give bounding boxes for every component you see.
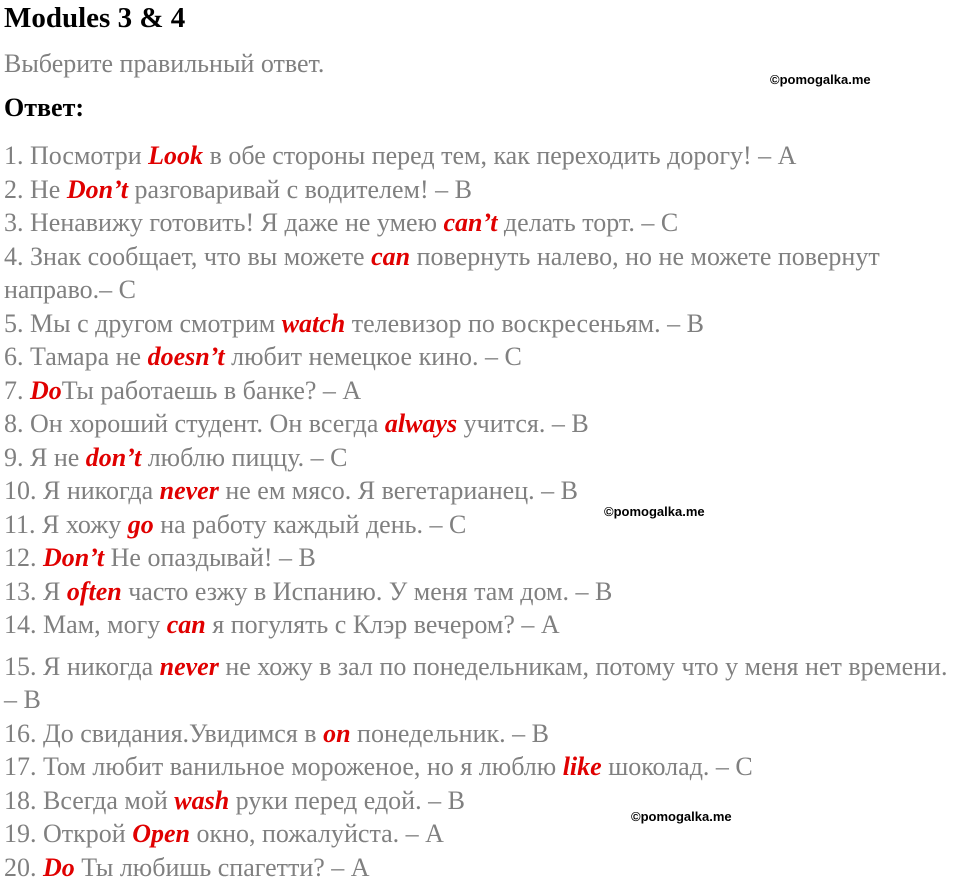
answer-keyword: always — [384, 409, 458, 438]
watermark: ©pomogalka.me — [631, 809, 732, 824]
answer-keyword: never — [159, 651, 219, 681]
answer-text-after: окно, пожалуйста. – А — [189, 819, 444, 848]
answer-item — [4, 307, 958, 341]
answer-text-after: понедельник. – В — [350, 718, 549, 748]
watermark: ©pomogalka.me — [770, 72, 871, 87]
answer-text-before: 1. Посмотри — [4, 141, 149, 170]
answer-keyword: Don’t — [43, 543, 105, 572]
answer-text-before: 16. До свидания.Увидимся в — [4, 718, 324, 748]
answer-item — [4, 575, 958, 609]
answer-keyword: wash — [174, 785, 230, 815]
answer-text-after: я погулять с Клэр вечером? – А — [205, 610, 560, 639]
answer-text-after: не хожу в зал по понедельникам, потому что у меня нет времени. – В — [4, 651, 948, 714]
answer-item — [4, 139, 958, 173]
answer-item — [4, 508, 958, 542]
answer-text-before: 9. Я не — [4, 442, 86, 472]
answer-text-before: 12. — [4, 543, 43, 572]
answer-text-before: 20. — [4, 852, 43, 882]
answer-item — [4, 474, 958, 508]
answer-keyword: Do — [30, 375, 62, 405]
answer-keyword: don’t — [85, 442, 142, 472]
answer-keyword: watch — [281, 308, 346, 338]
answer-text-after: в обе стороны перед тем, как переходить дорогу! – А — [203, 141, 797, 170]
answer-text-before: 13. Я — [4, 576, 67, 606]
answer-keyword: often — [66, 576, 122, 606]
answer-text-before: 3. Ненавижу готовить! Я даже не умею — [4, 208, 444, 237]
answer-text-after: руки перед едой. – В — [229, 785, 465, 815]
answer-item — [4, 240, 958, 307]
answer-keyword: Do — [43, 852, 75, 882]
answer-item — [4, 173, 958, 207]
answer-text-after: Ты работаешь в банке? – А — [61, 375, 362, 405]
answer-keyword: Look — [148, 141, 204, 170]
answer-item — [4, 340, 958, 374]
answer-text-after: разговаривай с водителем! – В — [127, 174, 472, 204]
answer-text-before: 6. Тамара не — [4, 342, 148, 371]
answer-text-after: телевизор по воскресеньям. – В — [345, 308, 704, 338]
answer-text-after: люблю пиццу. – С — [141, 442, 348, 472]
answer-keyword: can — [166, 610, 206, 639]
answer-item — [4, 851, 958, 885]
answer-text-after: на работу каждый день. – С — [153, 509, 467, 539]
answer-text-before: 5. Мы с другом смотрим — [4, 308, 282, 338]
answer-heading: Ответ: — [4, 93, 85, 122]
answer-keyword: like — [562, 752, 602, 781]
answer-keyword: on — [323, 718, 351, 748]
answer-item — [4, 441, 958, 475]
answer-keyword: can’t — [443, 208, 498, 237]
answer-item — [4, 541, 958, 575]
answer-keyword: can — [371, 241, 411, 271]
answer-keyword: never — [159, 476, 219, 505]
answer-text-after: не ем мясо. Я вегетарианец. – В — [218, 476, 578, 505]
answer-keyword: Open — [132, 819, 190, 848]
answer-text-before: 15. Я никогда — [4, 651, 160, 681]
answer-item — [4, 717, 958, 751]
answer-text-after: Ты любишь спагетти? – А — [74, 852, 370, 882]
answer-text-before: 14. Мам, могу — [4, 610, 167, 639]
answer-text-before: 18. Всегда мой — [4, 785, 175, 815]
answer-item — [4, 784, 958, 818]
answer-item — [4, 374, 958, 408]
answer-keyword: go — [127, 509, 154, 539]
answer-text-after: часто езжу в Испанию. У меня там дом. – В — [121, 576, 613, 606]
answer-text-before: 19. Открой — [4, 819, 133, 848]
answer-text-before: 17. Том любит ванильное мороженое, но я люблю — [4, 752, 563, 781]
answer-text-after: любит немецкое кино. – С — [224, 342, 522, 371]
answer-item — [4, 817, 958, 851]
answer-text-after: шоколад. – С — [601, 752, 753, 781]
answer-text-before: 4. Знак сообщает, что вы можете — [4, 241, 372, 271]
answer-item — [4, 750, 958, 784]
answer-item — [4, 206, 958, 240]
answer-text-before: 2. Не — [4, 174, 67, 204]
answer-text-after: делать торт. – С — [497, 208, 679, 237]
answer-text-before: 10. Я никогда — [4, 476, 160, 505]
answer-list — [4, 139, 958, 884]
answer-text-after: повернуть налево, но не можете повернут направо.– С — [4, 241, 880, 304]
answer-item — [4, 650, 958, 717]
page-title: Modules 3 & 4 — [4, 2, 186, 34]
answer-text-after: учится. – В — [457, 409, 589, 438]
answer-item — [4, 608, 958, 642]
answer-text-after: Не опаздывай! – В — [104, 543, 316, 572]
answer-text-before: 8. Он хороший студент. Он всегда — [4, 409, 385, 438]
answer-keyword: doesn’t — [147, 342, 225, 371]
answer-keyword: Don’t — [66, 174, 128, 204]
answer-text-before: 11. Я хожу — [4, 509, 128, 539]
instruction-text: Выберите правильный ответ. — [4, 49, 325, 78]
answer-item — [4, 407, 958, 441]
answer-text-before: 7. — [4, 375, 30, 405]
watermark: ©pomogalka.me — [604, 504, 705, 519]
